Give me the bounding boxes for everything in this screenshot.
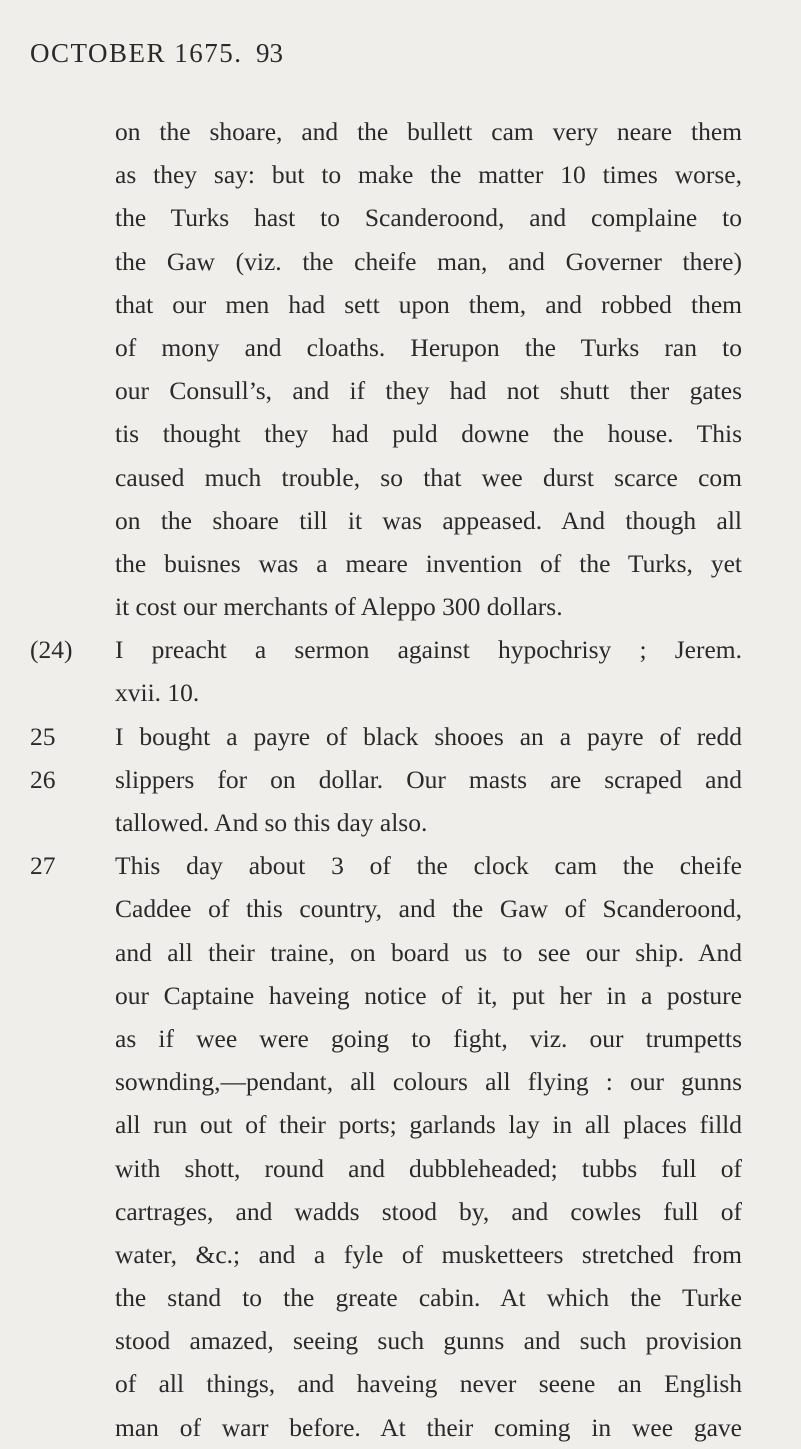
text-line [30,1406,750,1449]
line-text: stood amazed, seeing such gunns and such provision [115,1326,742,1356]
line-text: our Consull’s, and if they had not shutt ther gates [115,376,742,406]
running-head-date: OCTOBER 1675. [30,38,243,68]
text-line [30,585,750,628]
text-line [30,1276,750,1319]
text-line [30,110,750,153]
line-text: Caddee of this country, and the Gaw of Scanderoond, [115,894,742,924]
line-text: as if wee were going to fight, viz. our trumpetts [115,1023,742,1053]
entry-date-number: 27 [30,851,56,881]
text-line [30,456,750,499]
text-line [30,412,750,455]
text-line [30,1362,750,1405]
entry-date-number: 25 [30,721,56,751]
line-text: cartrages, and wadds stood by, and cowles full of [115,1196,742,1226]
text-line [30,1233,750,1276]
line-text: on the shoare, and the bullett cam very neare them [115,117,742,146]
line-text: water, &c.; and a fyle of musketteers stretched from [115,1239,742,1269]
line-text: I preacht a sermon against hypochrisy ; Jerem. [115,635,742,665]
line-text: This day about 3 of the clock cam the cheife [115,851,742,881]
text-line [30,931,750,974]
line-text: the Gaw (viz. the cheife man, and Governer there) [115,246,742,276]
text-line [30,758,750,801]
text-line [30,542,750,585]
line-text: the buisnes was a meare invention of the Turks, yet [115,548,742,578]
line-text: caused much trouble, so that wee durst scarce com [115,462,742,492]
text-line [30,283,750,326]
line-text: on the shoare till it was appeased. And though all [115,505,742,535]
text-line [30,499,750,542]
line-text: it cost our merchants of Aleppo 300 dollars. [115,592,563,622]
text-line [30,887,750,930]
text-line [30,1190,750,1233]
line-text: of all things, and haveing never seene an English [115,1369,742,1399]
line-text: the Turks hast to Scanderoond, and complaine to [115,203,742,233]
text-line [30,1060,750,1103]
line-text: all run out of their ports; garlands lay in all places filld [115,1110,742,1140]
page-number: 93 [256,38,283,68]
text-line [30,671,750,714]
line-text: slippers for on dollar. Our masts are scraped and [115,764,742,794]
text-line [30,240,750,283]
line-text: tallowed. And so this day also. [115,808,428,837]
entry-date-number: 26 [30,764,56,794]
line-text: as they say: but to make the matter 10 times worse, [115,160,742,190]
text-line [30,1147,750,1190]
line-text: our Captaine haveing notice of it, put her in a posture [115,980,742,1010]
body-text [30,110,750,1449]
line-text: and all their traine, on board us to see our ship. And [115,937,742,967]
line-text: man of warr before. At their coming in wee gave [115,1412,742,1442]
text-line [30,974,750,1017]
line-text: that our men had sett upon them, and robbed them [115,289,742,319]
text-line [30,369,750,412]
line-text: with shott, round and dubbleheaded; tubbs full of [115,1153,742,1183]
text-line [30,1103,750,1146]
line-text: of mony and cloaths. Herupon the Turks ran to [115,332,742,362]
line-text: sownding,—pendant, all colours all flying : our gunns [115,1067,742,1097]
text-line [30,326,750,369]
running-head [30,38,740,78]
line-text: xvii. 10. [115,678,200,708]
text-line [30,196,750,239]
line-text: tis thought they had puld downe the house. This [115,419,742,449]
line-text: I bought a payre of black shooes an a payre of redd [115,721,742,751]
text-line [30,1319,750,1362]
line-text: the stand to the greate cabin. At which the Turke [115,1283,742,1313]
text-line [30,801,750,844]
text-line [30,628,750,671]
entry-date-number: (24) [30,635,73,665]
text-line [30,153,750,196]
text-line [30,715,750,758]
text-line [30,1017,750,1060]
text-line [30,844,750,887]
